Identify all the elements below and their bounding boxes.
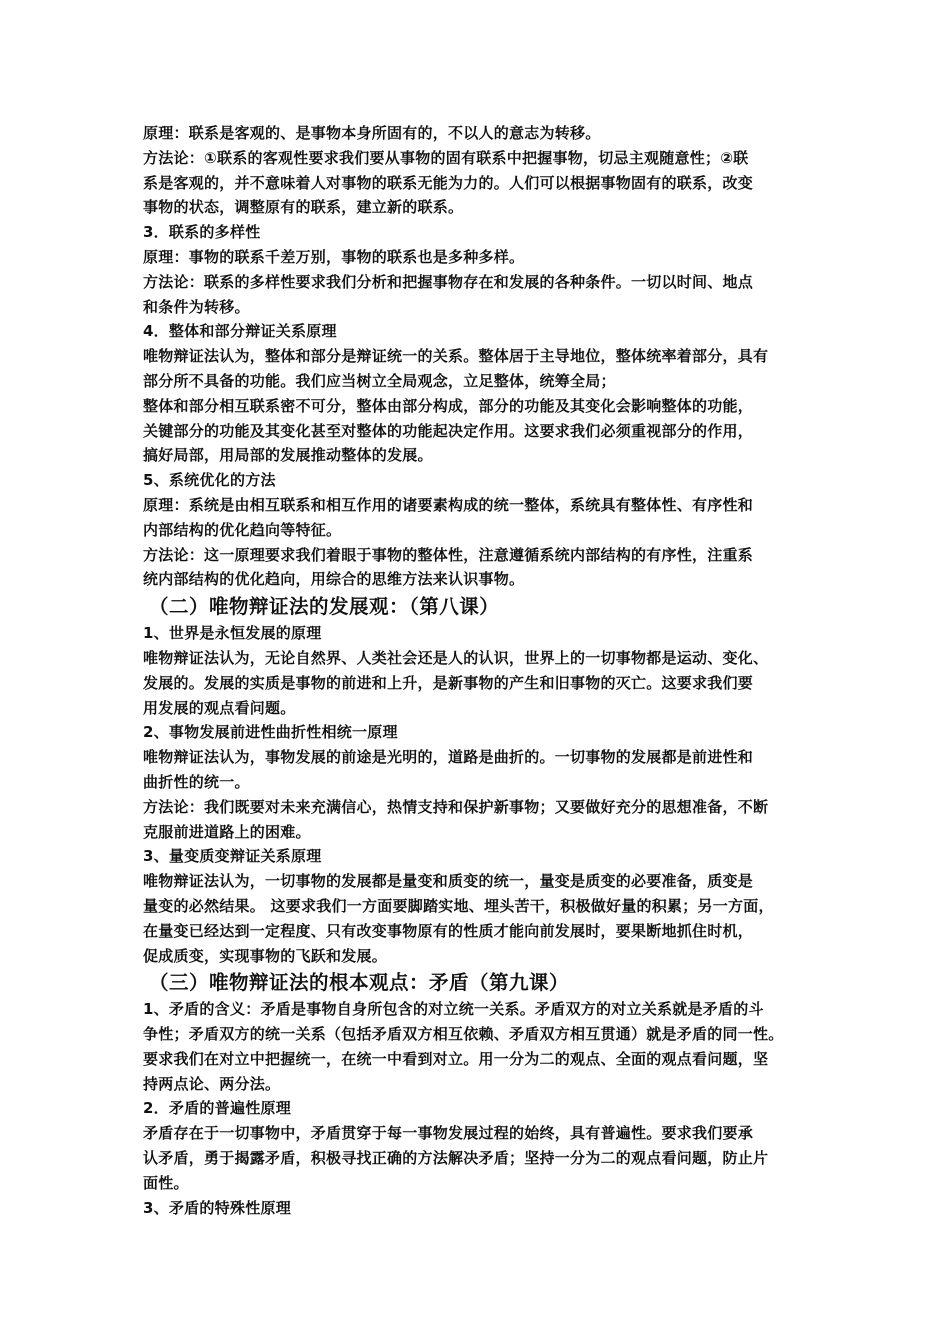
text-line: 原理：系统是由相互联系和相互作用的诸要素构成的统一整体，系统具有整体性、有序性和 [143, 495, 754, 514]
text-line: 促成质变，实现事物的飞跃和发展。 [143, 946, 388, 965]
text-line: 方法论：联系的多样性要求我们分析和把握事物存在和发展的各种条件。一切以时间、地点 [143, 272, 754, 291]
text-line: 1、矛盾的含义：矛盾是事物自身所包含的对立统一关系。矛盾双方的对立关系就是矛盾的斗 [143, 1000, 764, 1019]
text-line: 方法论：①联系的客观性要求我们要从事物的固有联系中把握事物，切忌主观随意性；②联 [143, 148, 749, 167]
text-line: 整体和部分相互联系密不可分，整体由部分构成，部分的功能及其变化会影响整体的功能， [143, 396, 754, 415]
text-line: 统内部结构的优化趋向，用综合的思维方法来认识事物。 [143, 570, 525, 589]
text-line: 在量变已经达到一定程度、只有改变事物原有的性质才能向前发展时，要果断地抓住时机， [143, 921, 754, 940]
text-line: 3、量变质变辩证关系原理 [143, 847, 322, 866]
text-line: 原理：事物的联系千差万别，事物的联系也是多种多样。 [143, 247, 525, 266]
text-line: 2．矛盾的普遍性原理 [143, 1099, 291, 1118]
text-line: 3．联系的多样性 [143, 223, 261, 242]
text-line: 用发展的观点看问题。 [143, 698, 296, 717]
text-line: 1、世界是永恒发展的原理 [143, 624, 322, 643]
text-line: 2、事物发展前进性曲折性相统一原理 [143, 723, 398, 742]
text-line: 发展的。发展的实质是事物的前进和上升，是新事物的产生和旧事物的灭亡。这要求我们要 [143, 673, 754, 692]
text-line: 原理：联系是客观的、是事物本身所固有的，不以人的意志为转移。 [143, 124, 601, 142]
text-line: 4．整体和部分辩证关系原理 [143, 322, 337, 341]
text-line: 曲折性的统一。 [143, 772, 250, 791]
text-line: 唯物辩证法认为，事物发展的前途是光明的，道路是曲折的。一切事物的发展都是前进性和 [143, 748, 754, 767]
text-line: 克服前进道路上的困难。 [143, 822, 311, 841]
text-line: 方法论：这一原理要求我们着眼于事物的整体性，注意遵循系统内部结构的有序性，注重系 [143, 545, 754, 564]
text-line: 持两点论、两分法。 [143, 1074, 281, 1093]
text-line: 5、系统优化的方法 [143, 471, 276, 490]
text-line: 事物的状态，调整原有的联系，建立新的联系。 [143, 198, 464, 217]
text-line: 部分所不具备的功能。我们应当树立全局观念，立足整体，统筹全局； [143, 371, 616, 390]
text-line: 争性；矛盾双方的统一关系（包括矛盾双方相互依赖、矛盾双方相互贯通）就是矛盾的同一性。 [143, 1025, 784, 1044]
text-line: 3、矛盾的特殊性原理 [143, 1198, 291, 1217]
document-body [143, 121, 815, 1220]
text-line: 面性。 [143, 1173, 189, 1192]
text-line: 要求我们在对立中把握统一，在统一中看到对立。用一分为二的观点、全面的观点看问题，坚 [143, 1049, 769, 1068]
text-line: 系是客观的，并不意味着人对事物的联系无能为力的。人们可以根据事物固有的联系，改变 [143, 173, 754, 192]
text-line: 内部结构的优化趋向等特征。 [143, 520, 342, 539]
text-line: 和条件为转移。 [143, 297, 250, 316]
text-line: 唯物辩证法认为，一切事物的发展都是量变和质变的统一，量变是质变的必要准备，质变是 [143, 872, 754, 891]
text-line: 认矛盾，勇于揭露矛盾，积极寻找正确的方法解决矛盾；坚持一分为二的观点看问题，防止片 [143, 1149, 769, 1168]
text-line: 唯物辩证法认为，无论自然界、人类社会还是人的认识，世界上的一切事物都是运动、变化、 [143, 648, 769, 667]
text-line: 搞好局部，用局部的发展推动整体的发展。 [143, 446, 433, 465]
text-line: 关键部分的功能及其变化甚至对整体的功能起决定作用。这要求我们必须重视部分的作用， [143, 421, 754, 440]
text-line: 唯物辩证法认为，整体和部分是辩证统一的关系。整体居于主导地位，整体统率着部分，具有 [143, 347, 769, 366]
document-page [143, 121, 815, 1220]
text-line: 矛盾存在于一切事物中，矛盾贯穿于每一事物发展过程的始终，具有普遍性。要求我们要承 [143, 1124, 754, 1143]
section-heading: （三）唯物辩证法的根本观点：矛盾（第九课） [149, 971, 570, 995]
text-line: 方法论：我们既要对未来充满信心，热情支持和保护新事物；又要做好充分的思想准备，不断 [143, 797, 769, 816]
text-line: 量变的必然结果。 这要求我们一方面要脚踏实地、埋头苦干，积极做好量的积累；另一方面， [143, 896, 774, 915]
section-heading: （二）唯物辩证法的发展观：（第八课） [149, 595, 500, 619]
